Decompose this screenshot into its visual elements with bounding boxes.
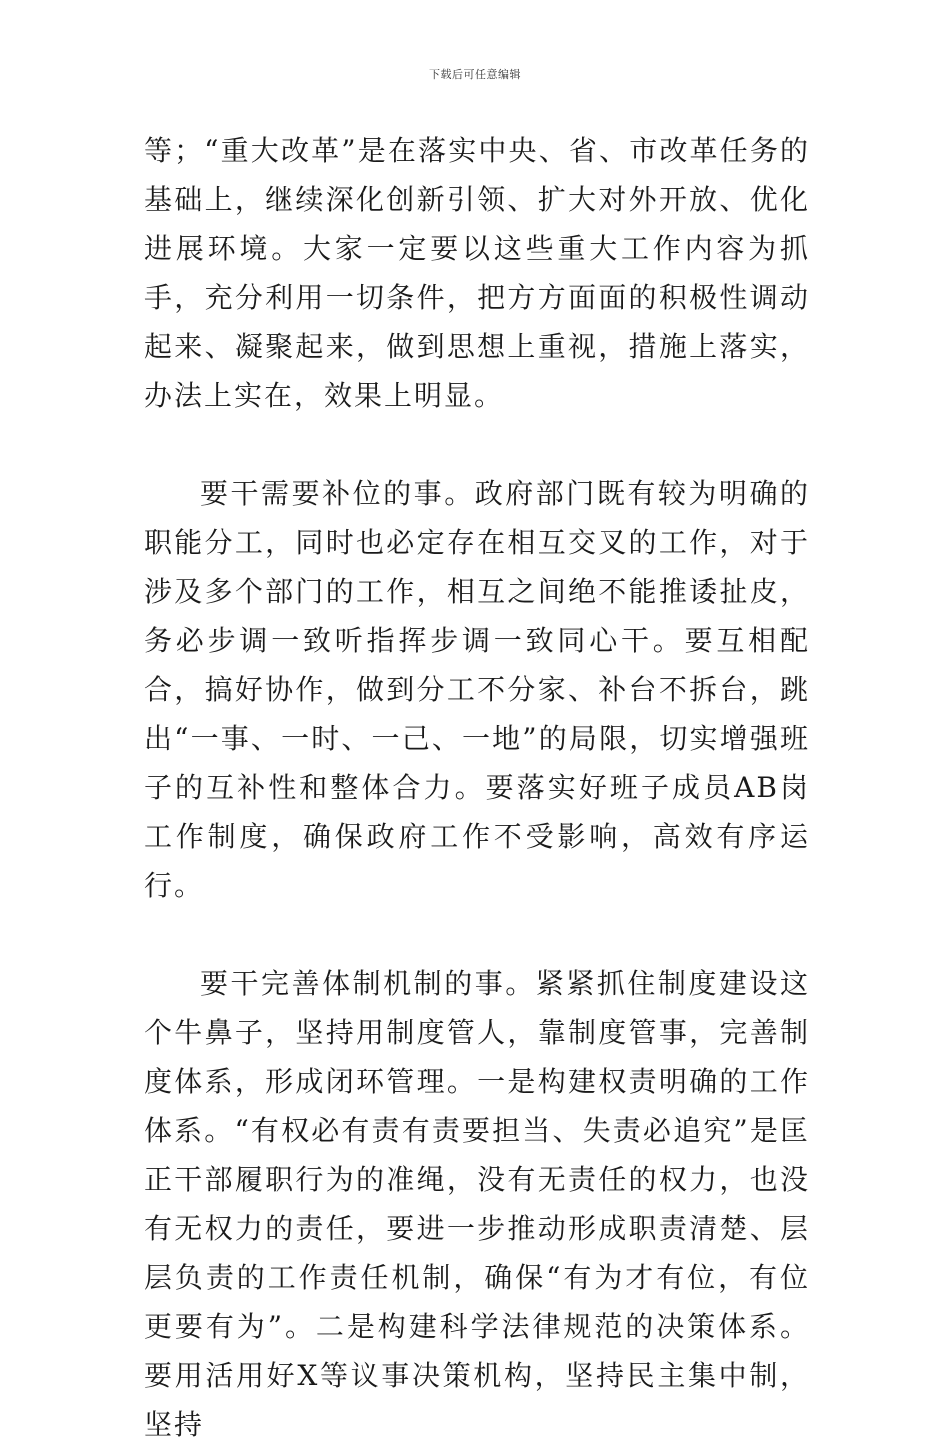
paragraph-1: 等；“重大改革”是在落实中央、省、市改革任务的基础上，继续深化创新引领、扩大对外开放、优化进展环境。大家一定要以这些重大工作内容为抓手，充分利用一切条件，把方方面面的积极性调动起来、凝聚起来，做到思想上重视，措施上落实，办法上实在，效果上明显。 bbox=[144, 134, 810, 412]
paragraph-3: 要干完善体制机制的事。紧紧抓住制度建设这个牛鼻子，坚持用制度管人，靠制度管事，完善制度体系，形成闭环管理。一是构建权责明确的工作体系。“有权必有责有责要担当、失责必追究”是匡正干部履职行为的准绳，没有无责任的权力，也没有无权力的责任，要进一步推动形成职责清楚、层层负责的工作责任机制，确保“有为才有位，有位更要有为”。二是构建科学法律规范的决策体系。要用活用好X等议事决策机构，坚持民主集中制，坚持 bbox=[144, 967, 810, 1441]
document-body bbox=[144, 126, 810, 1449]
paragraph-2: 要干需要补位的事。政府部门既有较为明确的职能分工，同时也必定存在相互交叉的工作，对于涉及多个部门的工作，相互之间绝不能推诿扯皮，务必步调一致听指挥步调一致同心干。要互相配合，搞好协作，做到分工不分家、补台不拆台，跳出“一事、一时、一己、一地”的局限，切实增强班子的互补性和整体合力。要落实好班子成员AB岗工作制度，确保政府工作不受影响，高效有序运行。 bbox=[144, 477, 810, 902]
page-header: 下载后可任意编辑 bbox=[429, 68, 521, 81]
